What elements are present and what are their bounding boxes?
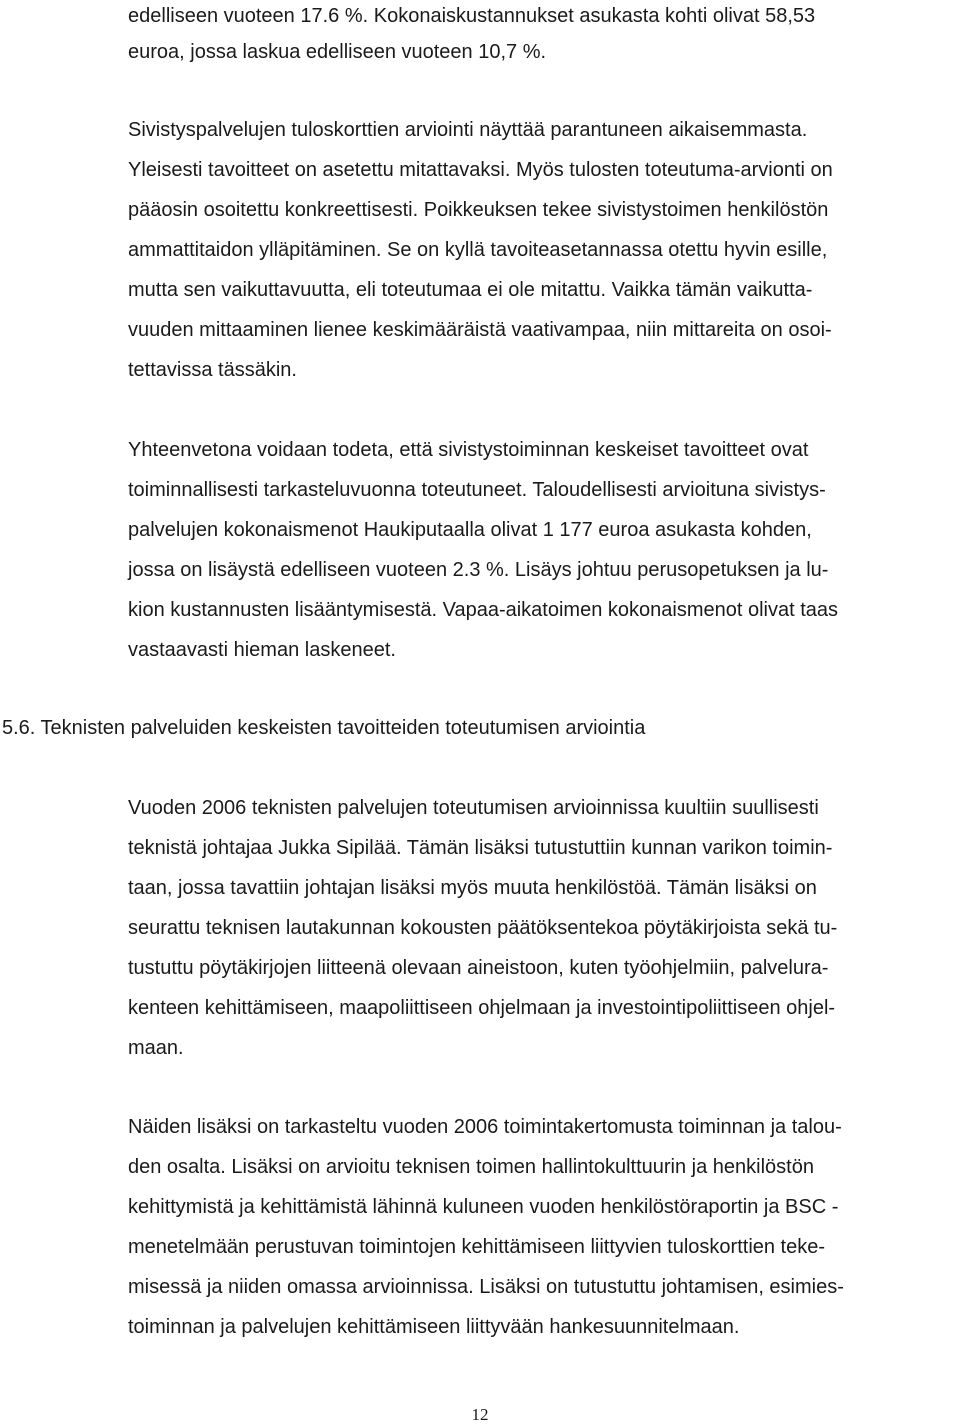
text-line: tustuttu pöytäkirjojen liitteenä olevaan aineistoon, kuten työohjelmiin, palvelura-: [128, 957, 829, 979]
text-line: vuuden mittaaminen lienee keskimääräistä vaativampaa, niin mittareita on osoi-: [128, 319, 832, 341]
text-line: teknistä johtajaa Jukka Sipilää. Tämän lisäksi tutustuttiin kunnan varikon toimin-: [128, 837, 833, 859]
text-line: kehittymistä ja kehittämistä lähinnä kuluneen vuoden henkilöstöraportin ja BSC -: [128, 1196, 839, 1218]
text-line: pääosin osoitettu konkreettisesti. Poikkeuksen tekee sivistystoimen henkilöstön: [128, 199, 829, 221]
text-line: vastaavasti hieman laskeneet.: [128, 639, 396, 661]
text-line: jossa on lisäystä edelliseen vuoteen 2.3 %. Lisäys johtuu perusopetuksen ja lu-: [128, 559, 829, 581]
text-line: Sivistyspalvelujen tuloskorttien arviointi näyttää parantuneen aikaisemmasta.: [128, 119, 808, 141]
text-line: ammattitaidon ylläpitäminen. Se on kyllä tavoiteasetannassa otettu hyvin esille,: [128, 239, 828, 261]
text-line: Yhteenvetona voidaan todeta, että sivistystoiminnan keskeiset tavoitteet ovat: [128, 439, 809, 461]
text-line: euroa, jossa laskua edelliseen vuoteen 10,7 %.: [128, 41, 547, 63]
text-line: palvelujen kokonaismenot Haukiputaalla olivat 1 177 euroa asukasta kohden,: [128, 519, 812, 541]
text-line: mutta sen vaikuttavuutta, eli toteutumaa ei ole mitattu. Vaikka tämän vaikutta-: [128, 279, 813, 301]
text-line: menetelmään perustuvan toimintojen kehittämiseen liittyvien tuloskorttien teke-: [128, 1236, 826, 1258]
page-number: 12: [471, 1405, 489, 1424]
text-line: den osalta. Lisäksi on arvioitu teknisen toimen hallintokulttuurin ja henkilöstön: [128, 1156, 814, 1178]
text-line: maan.: [128, 1037, 184, 1059]
text-line: Vuoden 2006 teknisten palvelujen toteutumisen arvioinnissa kuultiin suullisesti: [128, 797, 819, 819]
text-line: kion kustannusten lisääntymisestä. Vapaa-aikatoimen kokonaismenot olivat taas: [128, 599, 839, 621]
text-line: seurattu teknisen lautakunnan kokousten päätöksentekoa pöytäkirjoista sekä tu-: [128, 917, 838, 939]
section-heading: 5.6. Teknisten palveluiden keskeisten tavoitteiden toteutumisen arviointia: [2, 717, 646, 739]
text-line: taan, jossa tavattiin johtajan lisäksi myös muuta henkilöstöä. Tämän lisäksi on: [128, 877, 817, 899]
text-line: toiminnan ja palvelujen kehittämiseen liittyvään hankesuunnitelmaan.: [128, 1316, 740, 1338]
text-line: tettavissa tässäkin.: [128, 359, 297, 381]
text-line: Yleisesti tavoitteet on asetettu mitattavaksi. Myös tulosten toteutuma-arvionti on: [128, 159, 833, 181]
text-line: Näiden lisäksi on tarkasteltu vuoden 2006 toimintakertomusta toiminnan ja talou-: [128, 1116, 842, 1138]
text-line: edelliseen vuoteen 17.6 %. Kokonaiskustannukset asukasta kohti olivat 58,53: [128, 5, 816, 27]
text-line: toiminnallisesti tarkasteluvuonna toteutuneet. Taloudellisesti arvioituna sivistys-: [128, 479, 826, 501]
text-line: kenteen kehittämiseen, maapoliittiseen ohjelmaan ja investointipoliittiseen ohjel-: [128, 997, 836, 1019]
text-line: misessä ja niiden omassa arvioinnissa. Lisäksi on tutustuttu johtamisen, esimies-: [128, 1276, 844, 1298]
